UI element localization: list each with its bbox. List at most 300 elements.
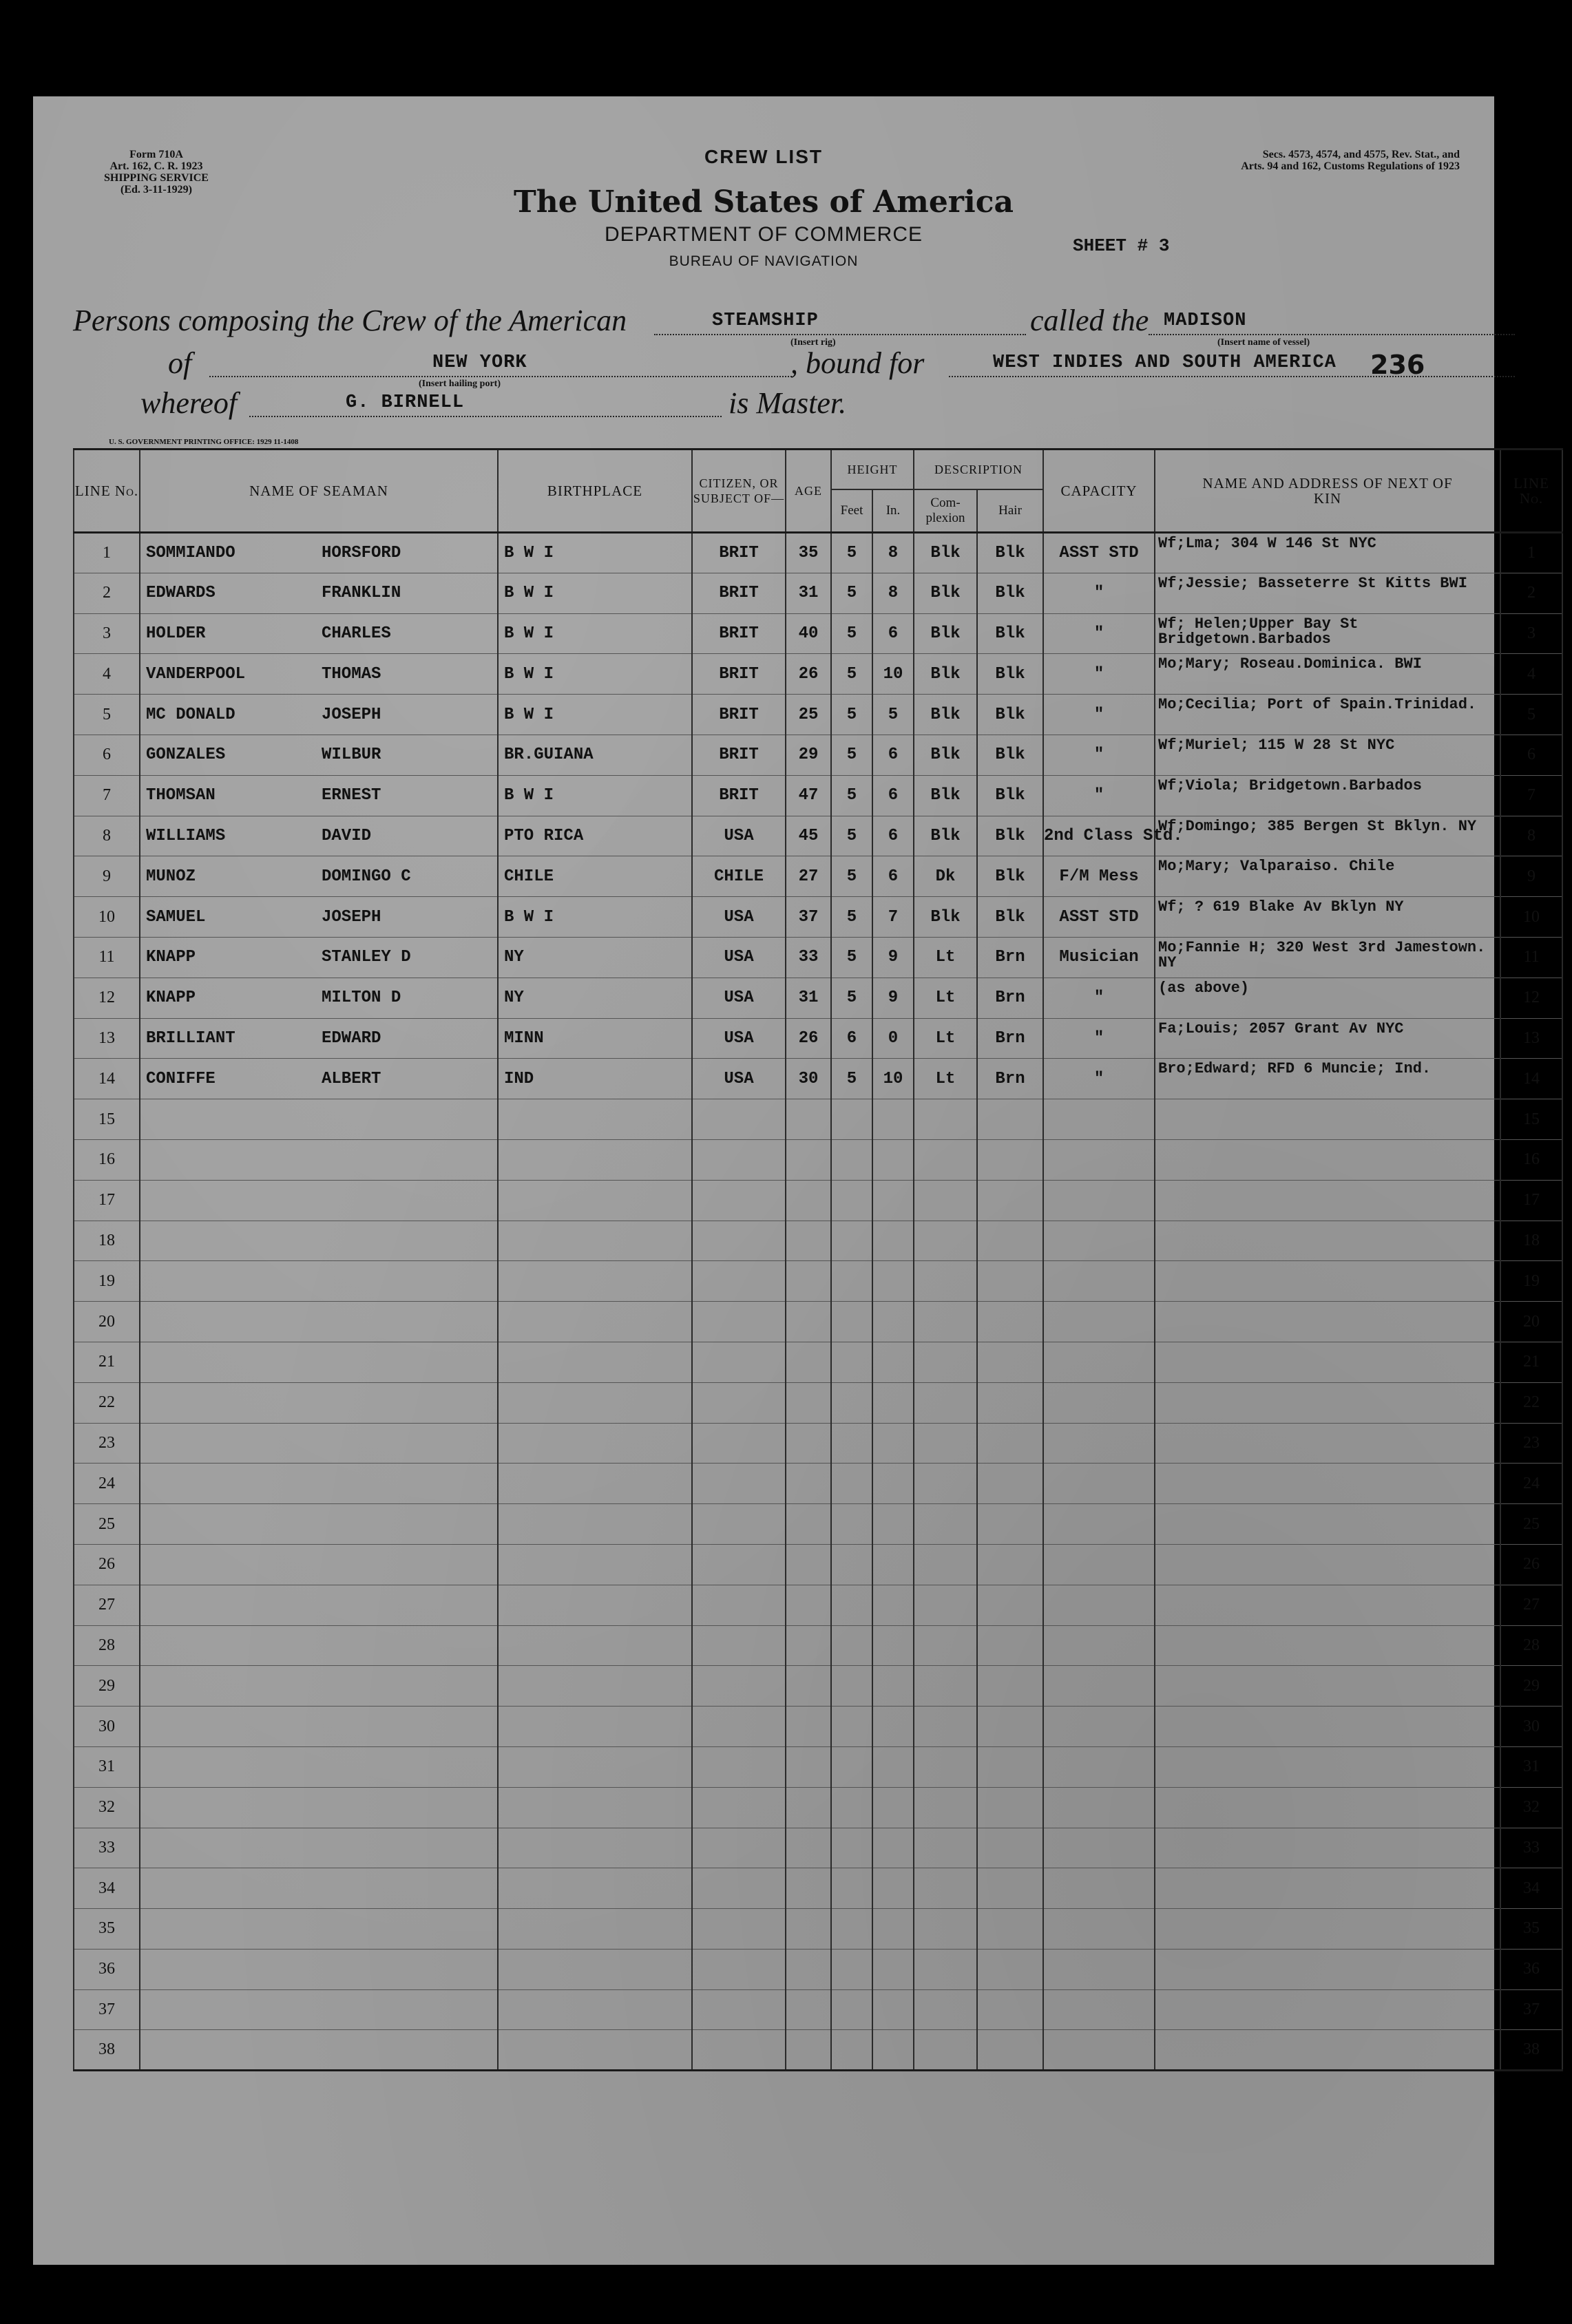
hair-color — [977, 1261, 1043, 1302]
height-inches — [872, 1666, 914, 1707]
citizenship: USA — [692, 816, 786, 856]
next-of-kin — [1155, 1949, 1500, 1989]
citizenship: BRIT — [692, 735, 786, 775]
crew-row — [74, 1989, 1562, 2030]
crew-row — [74, 1585, 1562, 1625]
height-inches — [872, 1949, 914, 1989]
seaman-name — [140, 1625, 498, 1666]
citizenship — [692, 1382, 786, 1423]
citizenship — [692, 1666, 786, 1707]
hair-color: Blk — [977, 775, 1043, 816]
document-title: CREW LIST — [704, 146, 823, 167]
birthplace — [498, 1949, 692, 1989]
hair-color: Blk — [977, 897, 1043, 938]
hair-color — [977, 1746, 1043, 1787]
bureau-heading: BUREAU OF NAVIGATION — [669, 253, 859, 269]
complexion: Blk — [914, 816, 977, 856]
line-number: 10 — [74, 897, 140, 938]
complexion — [914, 1139, 977, 1180]
capacity — [1043, 1585, 1155, 1625]
age — [786, 1504, 831, 1545]
height-inches: 6 — [872, 775, 914, 816]
seaman-name — [140, 1746, 498, 1787]
crew-row — [74, 1423, 1562, 1464]
port-field — [209, 348, 792, 377]
complexion: Lt — [914, 937, 977, 978]
height-feet — [831, 1544, 872, 1585]
line-number: 16 — [74, 1139, 140, 1180]
seaman-name — [140, 1909, 498, 1950]
complexion — [914, 1909, 977, 1950]
is-master-label: is Master. — [729, 386, 847, 420]
next-of-kin — [1155, 1302, 1500, 1342]
next-of-kin — [1155, 1099, 1500, 1140]
col-birthplace: BIRTHPLACE — [498, 450, 692, 533]
col-feet: Feet — [831, 489, 872, 533]
height-feet — [831, 1342, 872, 1382]
complexion: Blk — [914, 654, 977, 695]
hair-color — [977, 1180, 1043, 1221]
citizenship — [692, 1989, 786, 2030]
birthplace — [498, 1868, 692, 1909]
line-number: 15 — [74, 1099, 140, 1140]
complexion — [914, 1342, 977, 1382]
seaman-name — [140, 1828, 498, 1868]
height-feet: 5 — [831, 816, 872, 856]
hair-color — [977, 1544, 1043, 1585]
capacity — [1043, 1464, 1155, 1504]
hair-color: Blk — [977, 654, 1043, 695]
vessel-note: (Insert name of vessel) — [1217, 337, 1310, 348]
next-of-kin — [1155, 1504, 1500, 1545]
next-of-kin — [1155, 1707, 1500, 1747]
birthplace — [498, 1707, 692, 1747]
age: 26 — [786, 1018, 831, 1059]
seaman-name — [140, 1787, 498, 1828]
capacity — [1043, 1302, 1155, 1342]
surname: WILLIAMS — [146, 826, 226, 845]
capacity: ASST STD — [1043, 533, 1155, 573]
surname: CONIFFE — [146, 1069, 216, 1088]
birthplace — [498, 1585, 692, 1625]
citizenship: USA — [692, 937, 786, 978]
capacity — [1043, 1382, 1155, 1423]
citizenship — [692, 1099, 786, 1140]
line-number: 30 — [74, 1707, 140, 1747]
hair-color — [977, 1139, 1043, 1180]
height-inches — [872, 1342, 914, 1382]
complexion — [914, 1302, 977, 1342]
age: 45 — [786, 816, 831, 856]
line-number: 17 — [74, 1180, 140, 1221]
surname: MC DONALD — [146, 705, 235, 724]
rig-field — [654, 306, 1026, 335]
seaman-name — [140, 1302, 498, 1342]
citizenship: USA — [692, 978, 786, 1018]
complexion: Lt — [914, 978, 977, 1018]
height-inches — [872, 1989, 914, 2030]
age: 29 — [786, 735, 831, 775]
next-of-kin: (as above) — [1155, 978, 1500, 1018]
height-inches — [872, 1382, 914, 1423]
height-inches: 0 — [872, 1018, 914, 1059]
form-article: Art. 162, C. R. 1923 — [109, 160, 203, 172]
hair-color: Blk — [977, 735, 1043, 775]
height-inches — [872, 1464, 914, 1504]
age: 35 — [786, 533, 831, 573]
age — [786, 1464, 831, 1504]
crew-row — [74, 856, 1562, 897]
height-inches — [872, 1099, 914, 1140]
hair-color — [977, 1989, 1043, 2030]
crew-row — [74, 1868, 1562, 1909]
citizenship: BRIT — [692, 695, 786, 735]
statute-line-1: Secs. 4573, 4574, and 4575, Rev. Stat., and — [1262, 149, 1460, 160]
seaman-name — [140, 1989, 498, 2030]
height-inches: 8 — [872, 533, 914, 573]
age — [786, 1746, 831, 1787]
height-feet — [831, 1302, 872, 1342]
seaman-name — [140, 1666, 498, 1707]
citizenship — [692, 1261, 786, 1302]
given-name: JOSEPH — [322, 907, 381, 927]
height-inches: 9 — [872, 937, 914, 978]
height-feet — [831, 1585, 872, 1625]
seaman-name — [140, 856, 498, 897]
crew-row — [74, 978, 1562, 1018]
seaman-name — [140, 1423, 498, 1464]
capacity: ASST STD — [1043, 897, 1155, 938]
line-number: 23 — [74, 1423, 140, 1464]
birthplace: B W I — [498, 613, 692, 654]
complexion: Dk — [914, 856, 977, 897]
next-of-kin: Wf;Domingo; 385 Bergen St Bklyn. NY — [1155, 816, 1500, 856]
line-number-right: 20 — [1500, 1302, 1562, 1342]
next-of-kin — [1155, 1139, 1500, 1180]
col-inches: In. — [872, 489, 914, 533]
birthplace: B W I — [498, 695, 692, 735]
hair-color — [977, 1464, 1043, 1504]
complexion — [914, 1180, 977, 1221]
given-name: WILBUR — [322, 746, 381, 765]
complexion — [914, 1949, 977, 1989]
next-of-kin: Wf; ? 619 Blake Av Bklyn NY — [1155, 897, 1500, 938]
capacity — [1043, 1625, 1155, 1666]
height-inches: 10 — [872, 654, 914, 695]
seaman-name — [140, 1221, 498, 1261]
crew-row — [74, 775, 1562, 816]
line-number: 2 — [74, 573, 140, 613]
birthplace: CHILE — [498, 856, 692, 897]
hair-color — [977, 1382, 1043, 1423]
seaman-name — [140, 573, 498, 613]
age — [786, 1382, 831, 1423]
line-number-right: 29 — [1500, 1666, 1562, 1707]
capacity: " — [1043, 1059, 1155, 1099]
citizenship: BRIT — [692, 654, 786, 695]
complexion — [914, 1989, 977, 2030]
height-inches: 6 — [872, 735, 914, 775]
line-number: 37 — [74, 1989, 140, 2030]
birthplace: BR.GUIANA — [498, 735, 692, 775]
line-number: 33 — [74, 1828, 140, 1868]
line-number: 3 — [74, 613, 140, 654]
seaman-name — [140, 1504, 498, 1545]
crew-row — [74, 1544, 1562, 1585]
next-of-kin — [1155, 1828, 1500, 1868]
hair-color — [977, 1868, 1043, 1909]
height-inches — [872, 1261, 914, 1302]
crew-row — [74, 1180, 1562, 1221]
line-number: 1 — [74, 533, 140, 573]
line-number-right: 30 — [1500, 1707, 1562, 1747]
birthplace — [498, 1666, 692, 1707]
given-name: EDWARD — [322, 1028, 381, 1048]
height-inches: 6 — [872, 816, 914, 856]
seaman-name — [140, 1180, 498, 1221]
line-number: 13 — [74, 1018, 140, 1059]
birthplace — [498, 1221, 692, 1261]
port-note: (Insert hailing port) — [419, 379, 501, 389]
height-feet — [831, 1666, 872, 1707]
age — [786, 1707, 831, 1747]
height-feet — [831, 1382, 872, 1423]
crew-row — [74, 937, 1562, 978]
given-name: THOMAS — [322, 664, 381, 684]
line-number: 14 — [74, 1059, 140, 1099]
bound-for-label: , bound for — [790, 346, 925, 380]
birthplace — [498, 1342, 692, 1382]
line-number-right: 6 — [1500, 735, 1562, 775]
citizenship: USA — [692, 1018, 786, 1059]
line-number-right: 3 — [1500, 613, 1562, 654]
line-number: 7 — [74, 775, 140, 816]
department-heading: DEPARTMENT OF COMMERCE — [604, 223, 923, 246]
line-number-right: 17 — [1500, 1180, 1562, 1221]
crew-row — [74, 573, 1562, 613]
line-number-right: 26 — [1500, 1544, 1562, 1585]
height-inches: 6 — [872, 613, 914, 654]
crew-row — [74, 1707, 1562, 1747]
height-inches — [872, 1909, 914, 1950]
whereof-label: whereof — [140, 386, 238, 420]
line-number-right: 27 — [1500, 1585, 1562, 1625]
form-edition: (Ed. 3-11-1929) — [120, 184, 192, 196]
hair-color — [977, 1909, 1043, 1950]
surname: SOMMIANDO — [146, 543, 235, 562]
line-number-right: 16 — [1500, 1139, 1562, 1180]
height-inches — [872, 1625, 914, 1666]
seaman-name — [140, 937, 498, 978]
line-number-right: 23 — [1500, 1423, 1562, 1464]
complexion — [914, 1423, 977, 1464]
line-number: 28 — [74, 1625, 140, 1666]
complexion — [914, 1868, 977, 1909]
next-of-kin — [1155, 1585, 1500, 1625]
crew-row — [74, 1099, 1562, 1140]
next-of-kin — [1155, 1787, 1500, 1828]
next-of-kin — [1155, 1544, 1500, 1585]
birthplace — [498, 1423, 692, 1464]
hair-color — [977, 1099, 1043, 1140]
seaman-name — [140, 533, 498, 573]
height-feet: 5 — [831, 613, 872, 654]
line-number-right: 4 — [1500, 654, 1562, 695]
birthplace — [498, 1382, 692, 1423]
line-number-right: 21 — [1500, 1342, 1562, 1382]
height-feet: 5 — [831, 735, 872, 775]
surname: THOMSAN — [146, 786, 216, 805]
line-number: 8 — [74, 816, 140, 856]
complexion: Blk — [914, 897, 977, 938]
next-of-kin: Wf;Muriel; 115 W 28 St NYC — [1155, 735, 1500, 775]
line-number: 24 — [74, 1464, 140, 1504]
capacity — [1043, 1423, 1155, 1464]
citizenship — [692, 1625, 786, 1666]
age: 30 — [786, 1059, 831, 1099]
height-inches — [872, 2030, 914, 2071]
age — [786, 1828, 831, 1868]
age — [786, 1261, 831, 1302]
line-number-right: 35 — [1500, 1909, 1562, 1950]
next-of-kin — [1155, 1868, 1500, 1909]
height-feet — [831, 1261, 872, 1302]
seaman-name — [140, 1949, 498, 1989]
capacity — [1043, 1544, 1155, 1585]
seaman-name — [140, 1059, 498, 1099]
crew-row — [74, 533, 1562, 573]
seaman-name — [140, 897, 498, 938]
hair-color: Blk — [977, 695, 1043, 735]
citizenship — [692, 1302, 786, 1342]
next-of-kin: Wf;Jessie; Basseterre St Kitts BWI — [1155, 573, 1500, 613]
given-name: ALBERT — [322, 1069, 381, 1088]
next-of-kin — [1155, 1746, 1500, 1787]
crew-row — [74, 1018, 1562, 1059]
surname: KNAPP — [146, 948, 196, 967]
crew-row — [74, 1949, 1562, 1989]
next-of-kin — [1155, 1625, 1500, 1666]
line-number: 11 — [74, 937, 140, 978]
crew-row — [74, 1221, 1562, 1261]
age — [786, 1625, 831, 1666]
seaman-name — [140, 1342, 498, 1382]
next-of-kin — [1155, 1464, 1500, 1504]
capacity — [1043, 1746, 1155, 1787]
age: 40 — [786, 613, 831, 654]
birthplace — [498, 1909, 692, 1950]
persons-label: Persons composing the Crew of the American — [73, 304, 627, 337]
age: 25 — [786, 695, 831, 735]
capacity: Musician — [1043, 937, 1155, 978]
rig-value: STEAMSHIP — [712, 310, 819, 331]
seaman-name — [140, 1585, 498, 1625]
citizenship: USA — [692, 897, 786, 938]
next-of-kin: Mo;Fannie H; 320 West 3rd Jamestown. NY — [1155, 937, 1500, 978]
complexion — [914, 1382, 977, 1423]
height-feet — [831, 1868, 872, 1909]
seaman-name — [140, 978, 498, 1018]
next-of-kin: Bro;Edward; RFD 6 Muncie; Ind. — [1155, 1059, 1500, 1099]
citizenship — [692, 1787, 786, 1828]
complexion: Blk — [914, 695, 977, 735]
complexion: Lt — [914, 1018, 977, 1059]
capacity: " — [1043, 978, 1155, 1018]
birthplace — [498, 1544, 692, 1585]
line-number-right: 38 — [1500, 2030, 1562, 2071]
age: 47 — [786, 775, 831, 816]
line-number: 12 — [74, 978, 140, 1018]
citizenship: BRIT — [692, 573, 786, 613]
line-number-right: 31 — [1500, 1746, 1562, 1787]
hair-color — [977, 1342, 1043, 1382]
vessel-value: MADISON — [1164, 310, 1247, 331]
height-inches — [872, 1746, 914, 1787]
citizenship — [692, 1221, 786, 1261]
seaman-name — [140, 816, 498, 856]
seaman-name — [140, 1464, 498, 1504]
col-line-no: LINE No. — [74, 450, 140, 533]
line-number-right: 18 — [1500, 1221, 1562, 1261]
line-number-right: 28 — [1500, 1625, 1562, 1666]
birthplace — [498, 1099, 692, 1140]
line-number-right: 33 — [1500, 1828, 1562, 1868]
height-inches — [872, 1707, 914, 1747]
line-number: 25 — [74, 1504, 140, 1545]
next-of-kin: Mo;Cecilia; Port of Spain.Trinidad. — [1155, 695, 1500, 735]
line-number: 22 — [74, 1382, 140, 1423]
capacity — [1043, 1139, 1155, 1180]
seaman-name — [140, 1018, 498, 1059]
age — [786, 1868, 831, 1909]
given-name: ERNEST — [322, 786, 381, 805]
capacity — [1043, 1342, 1155, 1382]
age — [786, 1423, 831, 1464]
complexion — [914, 1625, 977, 1666]
birthplace — [498, 1504, 692, 1545]
crew-row — [74, 1909, 1562, 1950]
citizenship — [692, 1868, 786, 1909]
height-inches — [872, 1180, 914, 1221]
capacity — [1043, 1707, 1155, 1747]
birthplace — [498, 1989, 692, 2030]
seaman-name — [140, 1099, 498, 1140]
given-name: MILTON D — [322, 989, 401, 1008]
capacity: " — [1043, 573, 1155, 613]
complexion: Lt — [914, 1059, 977, 1099]
line-number-right: 19 — [1500, 1261, 1562, 1302]
hair-color — [977, 1828, 1043, 1868]
hair-color: Brn — [977, 1059, 1043, 1099]
vessel-field — [1149, 306, 1515, 335]
complexion — [914, 1099, 977, 1140]
hair-color: Blk — [977, 533, 1043, 573]
age — [786, 1949, 831, 1989]
complexion: Blk — [914, 775, 977, 816]
capacity — [1043, 1868, 1155, 1909]
capacity — [1043, 1989, 1155, 2030]
height-feet: 5 — [831, 937, 872, 978]
crew-row — [74, 1302, 1562, 1342]
citizenship — [692, 2030, 786, 2071]
line-number: 38 — [74, 2030, 140, 2071]
seaman-name — [140, 1544, 498, 1585]
height-feet: 5 — [831, 533, 872, 573]
master-field — [249, 388, 722, 417]
next-of-kin — [1155, 1221, 1500, 1261]
citizenship — [692, 1949, 786, 1989]
height-feet — [831, 1909, 872, 1950]
